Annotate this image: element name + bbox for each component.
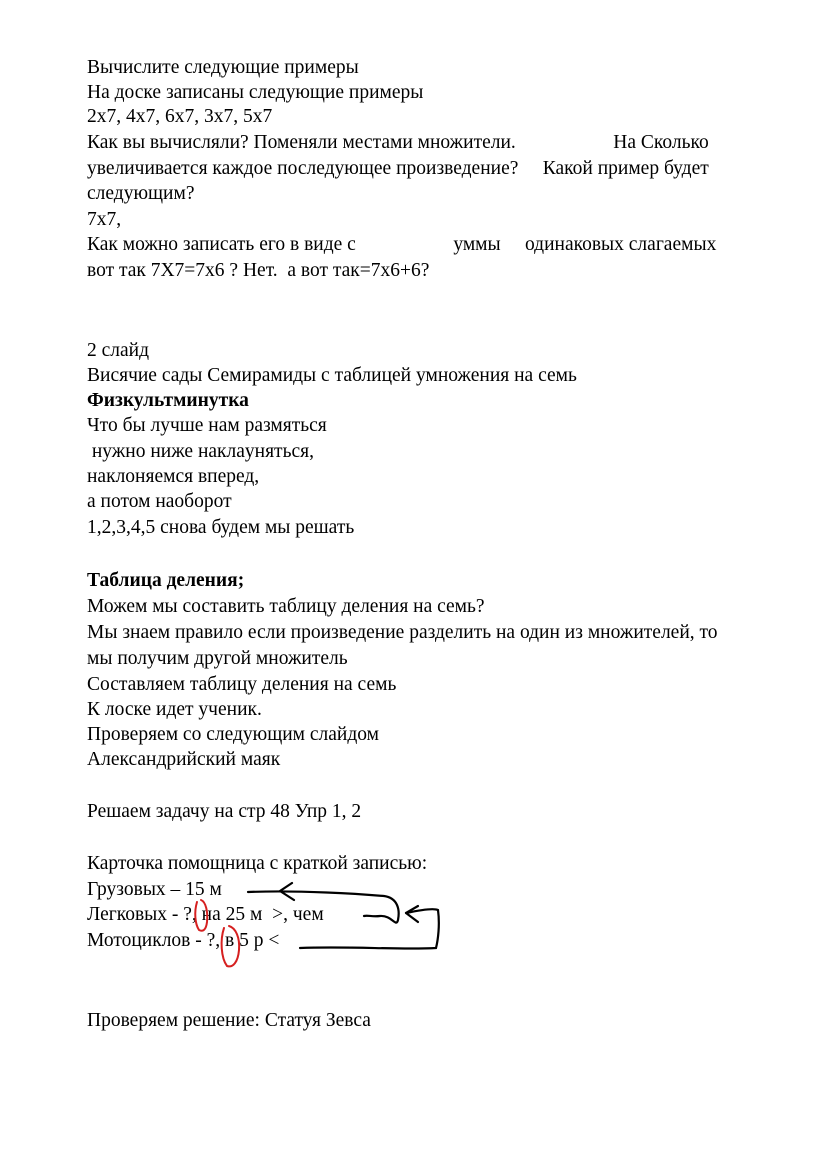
text-line: мы получим другой множитель bbox=[87, 648, 348, 669]
poem-line: наклоняемся вперед, bbox=[87, 466, 260, 487]
text-line: На доске записаны следующие примеры bbox=[87, 82, 424, 103]
section-heading: Физкультминутка bbox=[87, 390, 249, 411]
text-line: Как можно записать его в виде с уммы одинаковых слагаемых bbox=[87, 234, 717, 255]
text-line: Составляем таблицу деления на семь bbox=[87, 674, 397, 695]
arrowhead-cars bbox=[406, 906, 418, 922]
task-line-cars: Легковых - ?, на 25 м >, чем bbox=[87, 904, 324, 925]
poem-line: Что бы лучше нам размяться bbox=[87, 415, 327, 436]
text-line: 2х7, 4х7, 6х7, 3х7, 5х7 bbox=[87, 106, 273, 127]
text-line: следующим? bbox=[87, 183, 195, 204]
text-line: Решаем задачу на стр 48 Упр 1, 2 bbox=[87, 801, 362, 822]
poem-line: а потом наоборот bbox=[87, 491, 232, 512]
text-line: Проверяем решение: Статуя Зевса bbox=[87, 1010, 371, 1031]
poem-line: нужно ниже наклаyняться, bbox=[87, 441, 314, 462]
poem-line: 1,2,3,4,5 снова будем мы решать bbox=[87, 517, 355, 538]
text-line: Мы знаем правило если произведение разделить на один из множителей, то bbox=[87, 622, 718, 643]
task-line-trucks: Грузовых – 15 м bbox=[87, 879, 222, 900]
text-line: Висячие сады Семирамиды с таблицей умножения на семь bbox=[87, 365, 577, 386]
section-heading: Таблица деления; bbox=[87, 570, 245, 591]
text-line: Проверяем со следующим слайдом bbox=[87, 724, 380, 745]
text-line: Можем мы составить таблицу деления на семь? bbox=[87, 596, 485, 617]
text-line: увеличивается каждое последующее произведение? Какой пример будет bbox=[87, 158, 709, 179]
text-line: Карточка помощница с краткой записью: bbox=[87, 853, 428, 874]
text-line: К лоске идет ученик. bbox=[87, 699, 262, 720]
task-line-motorcycles: Мотоциклов - ?, в 5 р < bbox=[87, 930, 280, 951]
text-line: 7х7, bbox=[87, 209, 122, 230]
text-line: Как вы вычисляли? Поменяли местами множители. На Сколько bbox=[87, 132, 709, 153]
arrowhead-trucks bbox=[280, 883, 294, 900]
text-line: вот так 7Х7=7х6 ? Нет. а вот так=7х6+6? bbox=[87, 260, 430, 281]
text-line: Вычислите следующие примеры bbox=[87, 57, 359, 78]
text-line: Александрийский маяк bbox=[87, 749, 281, 770]
slide-heading: 2 слайд bbox=[87, 340, 150, 361]
